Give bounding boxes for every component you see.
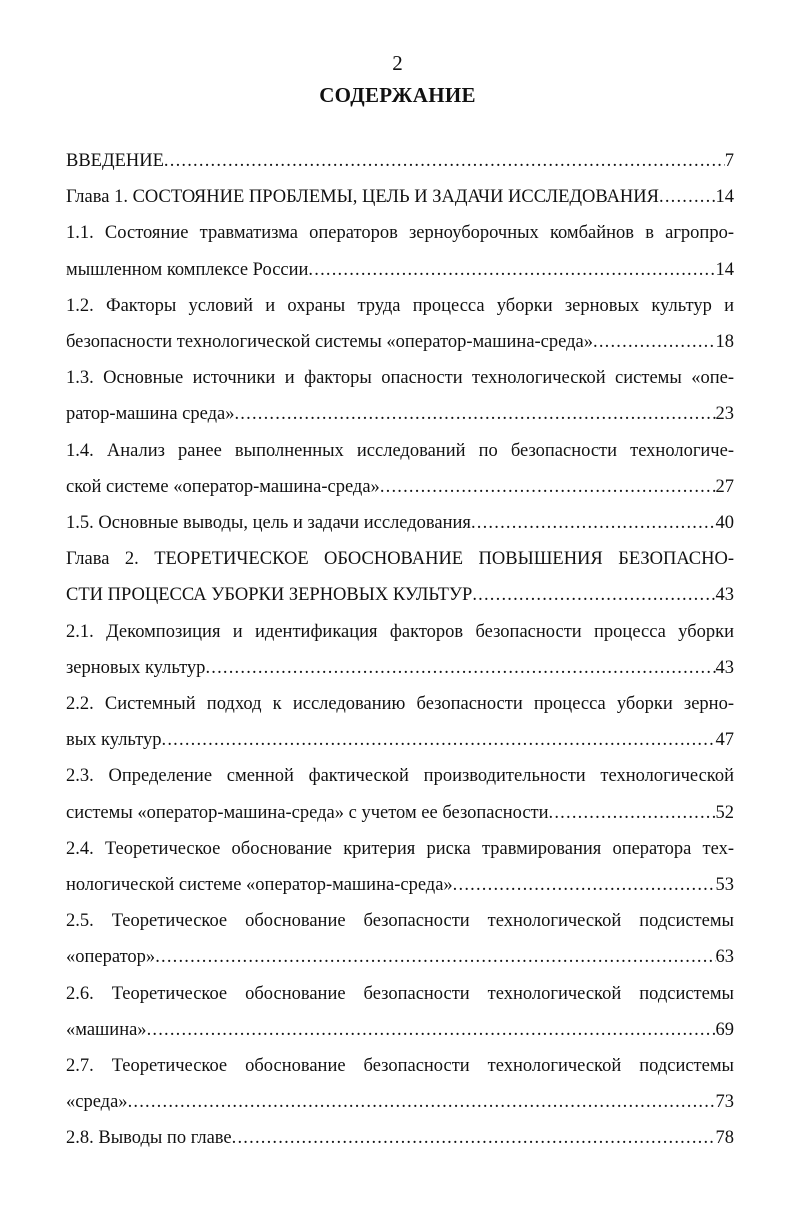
toc-entry[interactable] (66, 433, 734, 505)
toc-entry[interactable] (66, 215, 734, 287)
toc-entry-last-line (66, 143, 734, 179)
toc-entry-line: 2.3. Определение сменной фактической производительности технологической (66, 766, 734, 787)
toc-page-number: 47 (715, 730, 734, 751)
toc-entry-line: 1.1. Состояние травматизма операторов зерноуборочных комбайнов в агропро- (66, 223, 734, 244)
toc-leader-dots (471, 505, 716, 541)
toc-entry[interactable] (66, 288, 734, 360)
toc-entry[interactable] (66, 541, 734, 613)
toc-entry[interactable] (66, 686, 734, 758)
toc-entry[interactable] (66, 143, 734, 179)
toc-page-number: 14 (715, 259, 734, 280)
toc-entry-last-line (66, 577, 734, 613)
toc-entry-line: Глава 2. ТЕОРЕТИЧЕСКОЕ ОБОСНОВАНИЕ ПОВЫШЕНИЯ БЕЗОПАСНО- (66, 549, 734, 570)
toc-leader-dots (128, 1084, 716, 1120)
toc-entry-line: 2.1. Декомпозиция и идентификация факторов безопасности процесса уборки (66, 621, 734, 642)
toc-entry-last-line (66, 1012, 734, 1048)
toc-entry-title: нологической системе «оператор-машина-среда» (66, 875, 453, 896)
toc-leader-dots (164, 143, 725, 179)
toc-page-number: 40 (715, 513, 734, 534)
toc-page-number: 69 (715, 1019, 734, 1040)
toc-entry-last-line (66, 1120, 734, 1156)
toc-leader-dots (549, 795, 716, 831)
toc-entry-title: 2.8. Выводы по главе (66, 1128, 232, 1149)
toc-entry-last-line (66, 179, 734, 215)
toc-entry-title: Глава 1. СОСТОЯНИЕ ПРОБЛЕМЫ, ЦЕЛЬ И ЗАДАЧИ ИССЛЕДОВАНИЯ (66, 187, 659, 208)
toc-leader-dots (593, 324, 716, 360)
toc-entry-title: ВВЕДЕНИЕ (66, 151, 164, 171)
toc-page-number: 63 (715, 947, 734, 968)
toc-entry-last-line (66, 396, 734, 432)
toc-entry-last-line (66, 469, 734, 505)
toc-entry-line: 2.4. Теоретическое обоснование критерия риска травмирования оператора тех- (66, 838, 734, 859)
toc-entry[interactable] (66, 360, 734, 432)
toc-page-number: 18 (715, 332, 734, 353)
toc-page-number: 43 (715, 657, 734, 678)
toc-leader-dots (308, 252, 715, 288)
toc-entry-title: ской системе «оператор-машина-среда» (66, 476, 380, 497)
toc-entry-line: 2.5. Теоретическое обоснование безопасности технологической подсистемы (66, 911, 734, 932)
toc-entry-title: системы «оператор-машина-среда» с учетом ее безопасности (66, 802, 549, 823)
toc-page-number: 23 (715, 404, 734, 425)
toc-leader-dots (162, 722, 716, 758)
toc-entry-last-line (66, 939, 734, 975)
toc-entry[interactable] (66, 505, 734, 541)
toc-entry-line: 1.2. Факторы условий и охраны труда процесса уборки зерновых культур и (66, 295, 734, 316)
toc-entry-title: ратор-машина среда» (66, 404, 235, 425)
toc-page-number: 7 (724, 151, 734, 171)
toc-entry-line: 1.3. Основные источники и факторы опасности технологической системы «опе- (66, 368, 734, 389)
toc-leader-dots (380, 469, 716, 505)
toc-entry-last-line (66, 650, 734, 686)
toc-page-number: 52 (715, 802, 734, 823)
toc-entry-title: СТИ ПРОЦЕССА УБОРКИ ЗЕРНОВЫХ КУЛЬТУР (66, 585, 473, 606)
toc-entry-last-line (66, 324, 734, 360)
toc-leader-dots (234, 396, 715, 432)
toc-page-number: 14 (715, 187, 734, 208)
toc-entry-title: 1.5. Основные выводы, цель и задачи исследования (66, 513, 471, 534)
toc-entry-last-line (66, 252, 734, 288)
toc-entry[interactable] (66, 758, 734, 830)
toc-leader-dots (659, 179, 716, 215)
toc-page-number: 78 (715, 1128, 734, 1149)
toc-entry-last-line (66, 795, 734, 831)
toc-leader-dots (147, 1012, 716, 1048)
toc-leader-dots (232, 1120, 716, 1156)
toc-entry-line: 2.2. Системный подход к исследованию безопасности процесса уборки зерно- (66, 694, 734, 715)
toc-leader-dots (205, 650, 715, 686)
toc-entry-title: зерновых культур (66, 657, 206, 678)
page-number: 2 (392, 51, 403, 75)
toc-entry[interactable] (66, 1120, 734, 1156)
toc-entry[interactable] (66, 976, 734, 1048)
toc-leader-dots (155, 939, 715, 975)
toc-entry-last-line (66, 505, 734, 541)
toc-entry-line: 2.6. Теоретическое обоснование безопасности технологической подсистемы (66, 983, 734, 1004)
toc-entry[interactable] (66, 1048, 734, 1120)
toc-page-number: 27 (715, 476, 734, 497)
toc-leader-dots (472, 577, 715, 613)
toc-page-number: 43 (715, 585, 734, 606)
toc-page-number: 73 (715, 1092, 734, 1113)
toc-entry-last-line (66, 867, 734, 903)
toc-entry-title: вых культур (66, 730, 162, 751)
toc-entry[interactable] (66, 179, 734, 215)
toc-leader-dots (453, 867, 716, 903)
page-title: СОДЕРЖАНИЕ (319, 83, 476, 107)
toc-page-number: 53 (715, 875, 734, 896)
toc-entry-title: безопасности технологической системы «оператор-машина-среда» (66, 332, 593, 353)
toc-entry-title: мышленном комплексе России (66, 259, 309, 280)
toc-entry-title: «машина» (66, 1019, 147, 1040)
toc-entry-line: 2.7. Теоретическое обоснование безопасности технологической подсистемы (66, 1056, 734, 1077)
table-of-contents (66, 143, 734, 1157)
toc-entry[interactable] (66, 903, 734, 975)
toc-entry[interactable] (66, 831, 734, 903)
toc-entry-title: «оператор» (66, 947, 156, 968)
toc-entry-line: 1.4. Анализ ранее выполненных исследований по безопасности технологиче- (66, 440, 734, 461)
toc-entry[interactable] (66, 614, 734, 686)
toc-entry-title: «среда» (66, 1092, 128, 1113)
toc-entry-last-line (66, 722, 734, 758)
toc-entry-last-line (66, 1084, 734, 1120)
